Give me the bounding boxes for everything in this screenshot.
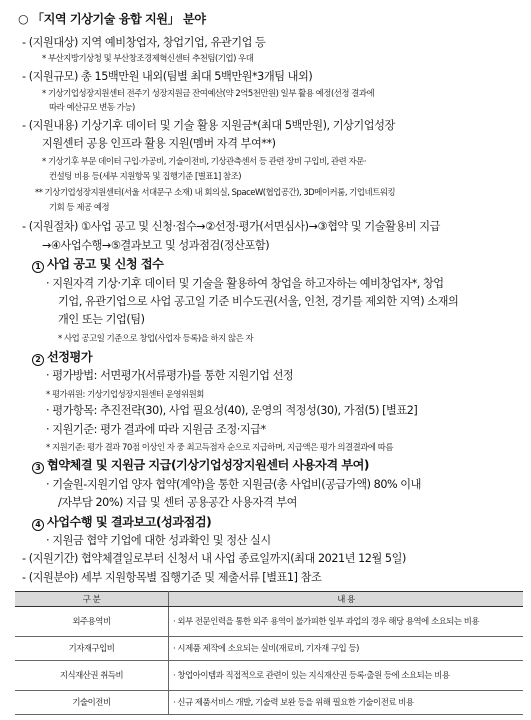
support-procedure-line-cont: →④사업수행→⑤결과보고 및 성과점검(정산포함)	[42, 239, 270, 252]
step1-heading: 1 사업 공고 및 신청 접수	[32, 258, 163, 273]
step4-heading: 4 사업수행 및 결과보고(성과점검)	[32, 516, 211, 531]
step2-note-1: * 평가위원: 기상기업성장지원센터 운영위원회	[46, 389, 204, 399]
table-row	[15, 691, 523, 715]
step1-note: * 사업 공고일 기준으로 창업(사업자 등록)을 하지 않은 자	[58, 333, 254, 343]
support-content-note-2: ** 기상기업성장지원센터(서울 서대문구 소재) 내 회의실, SpaceW(협업공간), 3D메이커룸, 기업네트워킹	[35, 187, 396, 197]
circled-number-icon: 3	[32, 462, 44, 474]
support-scale-line: - (지원규모) 총 15백만원 내외(팀별 최대 5백만원*3개팀 내외)	[22, 70, 313, 83]
row-content: · 창업아이템과 직접적으로 관련이 있는 지식재산권 등록·출원 등에 소요되는 비용	[169, 661, 524, 691]
table-row	[15, 661, 523, 691]
table-row	[15, 637, 523, 661]
support-period-line: - (지원기간) 협약체결일로부터 신청서 내 사업 종료일까지(최대 2021년 12월 5일)	[22, 552, 406, 565]
support-target-note: * 부산지방기상청 및 부산창조경제혁신센터 추천팀(기업) 우대	[42, 53, 254, 63]
step3-line-2: /자부담 20%) 지급 및 센터 공용공간 사용자격 부여	[58, 496, 297, 509]
step1-line-3: 개인 또는 기업(팀)	[58, 313, 145, 326]
step2-line-3: · 지원기준: 평가 결과에 따라 지원금 조정·지급*	[46, 423, 266, 436]
support-scale-note: * 기상기업성장지원센터 전주기 성장지원금 잔여예산(약 2억5천만원) 일부 활용 예정(선정 결과에	[42, 88, 375, 98]
support-content-note-1-cont: 컨설팅 비용 등(세부 지원항목 및 집행기준 [별표1] 참조)	[49, 171, 242, 181]
row-category: 기술이전비	[15, 691, 169, 715]
step3-heading: 3 협약체결 및 지원금 지급(기상기업성장지원센터 사용자격 부여)	[32, 459, 369, 474]
row-category: 기자재구입비	[15, 637, 169, 661]
header-content: 내 용	[169, 592, 524, 607]
header-category: 구 분	[15, 592, 169, 607]
support-content-note-2-cont: 기회 등 제공 예정	[49, 202, 110, 212]
row-content: · 신규 제품서비스 개발, 기술력 보완 등을 위해 필요한 기술이전료 비용	[169, 691, 524, 715]
step4-line-1: · 지원금 협약 기업에 대한 성과확인 및 정산 실시	[46, 534, 271, 547]
support-procedure-line: - (지원절차) ①사업 공고 및 신청·접수→②선정·평가(서면심사)→③협약 및 기술활용비 지급	[22, 220, 440, 233]
step2-note-2: * 지원기준: 평가 결과 70점 이상인 자 중 최고득점자 순으로 지급하며, 지급액은 평가 의결결과에 따름	[46, 442, 394, 452]
row-category: 외주용역비	[15, 607, 169, 637]
support-field-line: - (지원분야) 세부 지원항목별 집행기준 및 제출서류 [별표1] 참조	[22, 571, 322, 584]
expense-standards-table	[15, 591, 523, 715]
row-category: 지식재산권 취득비	[15, 661, 169, 691]
circled-number-icon: 1	[32, 261, 44, 273]
row-content: · 외부 전문인력을 통한 외주 용역이 불가피한 일부 과업의 경우 해당 용역에 소요되는 비용	[169, 607, 524, 637]
circled-number-icon: 2	[32, 354, 44, 366]
table-row	[15, 607, 523, 637]
support-content-note-1: * 기상기후 부문 데이터 구입·가공비, 기술이전비, 기상관측센서 등 관련 장비 구입비, 관련 자문·	[42, 156, 367, 166]
row-content: · 시제품 제작에 소요되는 실비(재료비, 기자재 구입 등)	[169, 637, 524, 661]
step2-line-2: · 평가항목: 추진전략(30), 사업 필요성(40), 운영의 적정성(30), 가점(5) [별표2]	[46, 404, 418, 417]
step1-line-1: · 지원자격 기상·기후 데이터 및 기술을 활용하여 창업을 하고자하는 예비창업자*, 창업	[46, 277, 444, 290]
step2-line-1: · 평가방법: 서면평가(서류평가)를 통한 지원기업 선정	[46, 369, 294, 382]
circled-number-icon: 4	[32, 519, 44, 531]
step2-heading: 2 선정평가	[32, 351, 92, 366]
section-title: ○ 「지역 기상기술 융합 지원」 분야	[18, 12, 206, 26]
support-target-line: - (지원대상) 지역 예비창업자, 창업기업, 유관기업 등	[22, 36, 266, 49]
support-content-line-cont: 지원센터 공용 인프라 활용 지원(멤버 자격 부여**)	[42, 137, 276, 150]
support-content-line: - (지원내용) 기상기후 데이터 및 기술 활용 지원금*(최대 5백만원), 기상기업성장	[22, 119, 395, 132]
step3-line-1: · 기술원-지원기업 양자 협약(계약)을 통한 지원금(총 사업비(공급가액) 80% 이내	[46, 478, 421, 491]
step1-line-2: 기업, 유관기업으로 사업 공고일 기준 비수도권(서울, 인천, 경기를 제외한 지역) 소재의	[58, 295, 459, 308]
support-scale-note-cont: 따라 예산규모 변동 가능)	[49, 102, 135, 112]
table-header-row	[15, 592, 523, 607]
